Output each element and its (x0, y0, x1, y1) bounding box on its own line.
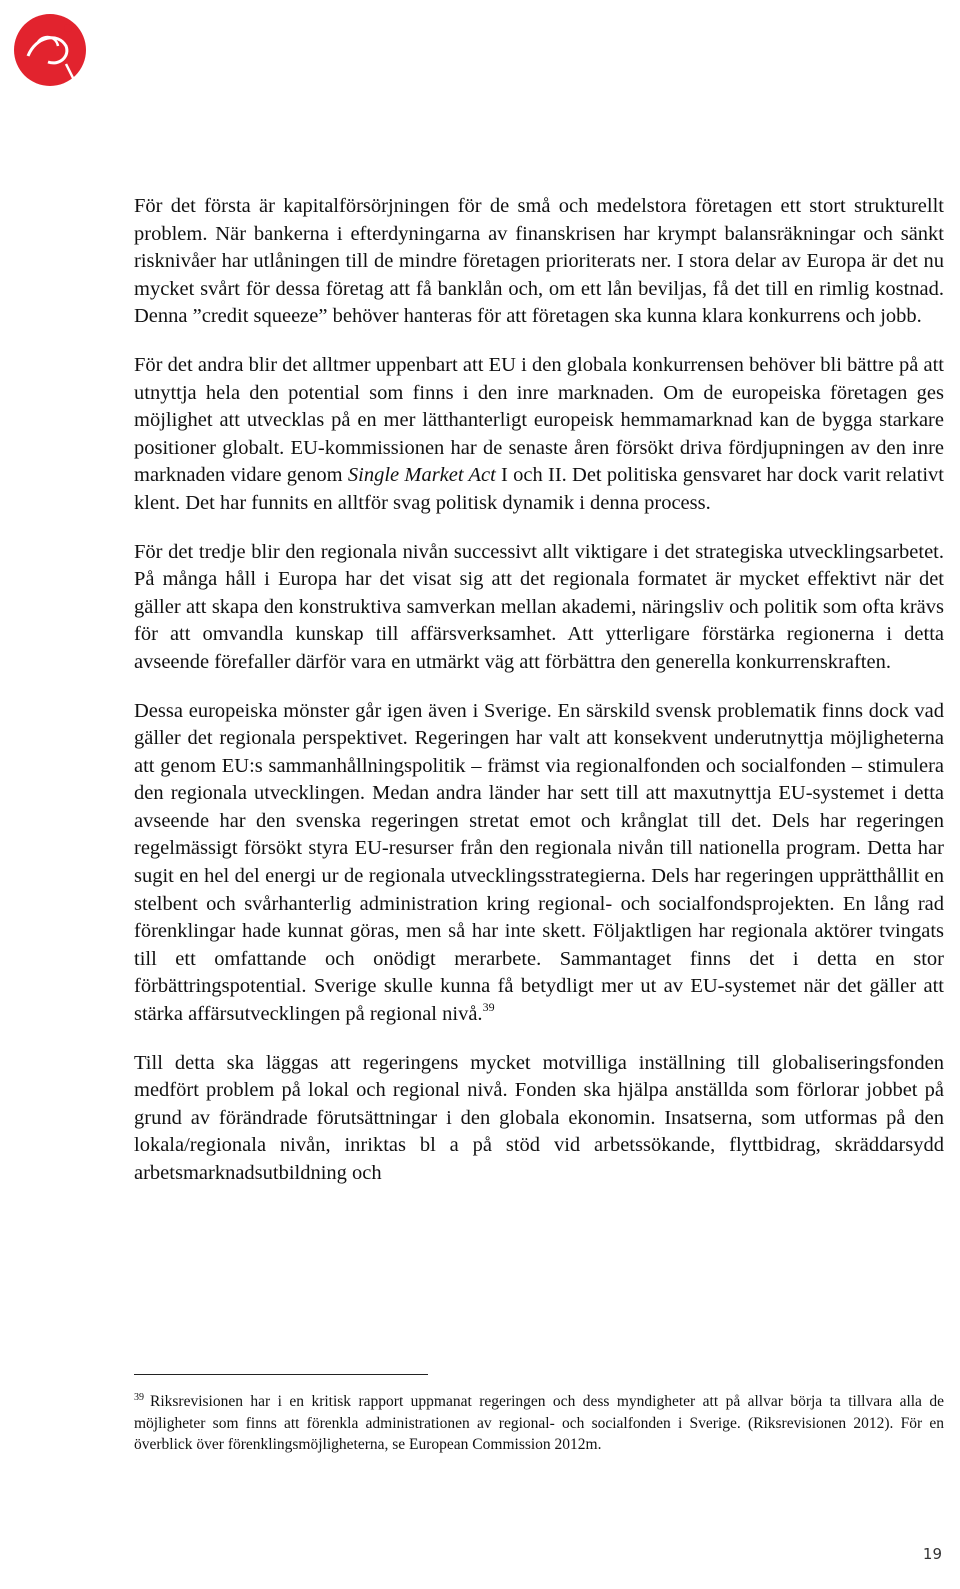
paragraph-4: Dessa europeiska mönster går igen även i Sverige. En särskild svensk problematik finns dock vad gäller det regionala perspektivet. Regeringen har valt att konsekvent underutnyttja möjligheterna att genom EU:s sammanhållningspolitik – främst via regionalfonden och socialfonden – stimulera den regionala utvecklingen. Medan andra länder har sett till att maxutnyttja EU-systemet i detta avseende har den svenska regeringen stretat emot och krånglat till det. Dels har regeringen regelmässigt försökt styra EU-resurser från den regionala nivån till nationella program. Detta har sugit en hel del energi ur de regionala utvecklingsstrategierna. Dels har regeringen upprätthållit en stelbent och svårhanterlig administration kring regional- och socialfondsprojekten. En lång rad förenklingar hade kunnat göras, men så har inte skett. Följaktligen har regionala aktörer tvingats till ett omfattande och onödigt merarbete. Sammantaget finns det i detta en stor förbättringspotential. Sverige skulle kunna få betydligt mer ut av EU-systemet när det gäller att stärka affärsutvecklingen på regional nivå.$^{39}$ (134, 699, 944, 1026)
paragraph-2: För det andra blir det alltmer uppenbart att EU i den globala konkurrensen behöver bli bättre på att utnyttja hela den potential som finns i den inre marknaden. Om de europeiska företagen ges möjlighet att utvecklas på en mer lätthanterligt europeisk hemmamarknad kan de bygga starkare positioner globalt. EU-kommissionen har de senaste åren försökt driva fördjupningen av den inre marknaden vidare genom Single Market Act I och II. Det politiska gensvaret har dock varit relativt klent. Det har funnits en alltför svag politisk dynamik i denna process. (134, 353, 944, 514)
document-body (134, 193, 944, 1209)
paragraph-3: För det tredje blir den regionala nivån successivt allt viktigare i det strategiska utvecklingsarbetet. På många håll i Europa har det visat sig att det regionala formatet är mycket effektivt när det gäller att skapa den konstruktiva samverkan mellan akademi, näringsliv och politik som ofta krävs för att omvandla kunskap till affärsverksamhet. Att ytterligare förstärka regionerna i detta avseende förefaller därför vara en utmärkt väg att förbättra den generella konkurrenskraften. (134, 540, 944, 673)
paragraph-1: För det första är kapitalförsörjningen för de små och medelstora företagen ett stort strukturellt problem. När bankerna i efterdyningarna av finanskrisen har krympt balansräkningar och sänkt risknivåer har utlåningen till de mindre företagen prioriterats ner. I stora delar av Europa är det nu mycket svårt för dessa företag att få banklån och, om ett lån beviljas, få det till en rimlig kostnad. Denna ”credit squeeze” behöver hanteras för att företagen ska kunna klara konkurrens och jobb. (134, 195, 944, 328)
footnote-text: Riksrevisionen har i en kritisk rapport uppmanat regeringen och dess myndigheter att på allvar börja ta tillvara alla de möjligheter som finns att förenkla administrationen av regional- och socialfonden i Sverige. (Riksrevisionen 2012). För en överblick över förenklingsmöjligheterna, se European Commission 2012m. (134, 1393, 944, 1453)
paragraph-5: Till detta ska läggas att regeringens mycket motvilliga inställning till globaliseringsfonden medfört problem på lokal och regional nivå. Fonden ska hjälpa anställda som förlorar jobbet på grund av förändrade förutsättningar i den globala ekonomin. Insatserna, som utformas på den lokala/regionala nivån, inriktas bl a på stöd vid arbetssökande, flyttbidrag, skräddarsydd arbetsmarknadsutbildning och (134, 1051, 944, 1184)
footnote-reference[interactable]: 39 (482, 1000, 495, 1015)
footnote (134, 1391, 944, 1456)
single-market-act-title: Single Market Act (347, 464, 496, 487)
page-number: 19 (922, 1545, 942, 1563)
rose-logo-icon (8, 6, 92, 90)
footnote-number: 39 (134, 1392, 144, 1403)
footnote-divider (134, 1374, 428, 1375)
